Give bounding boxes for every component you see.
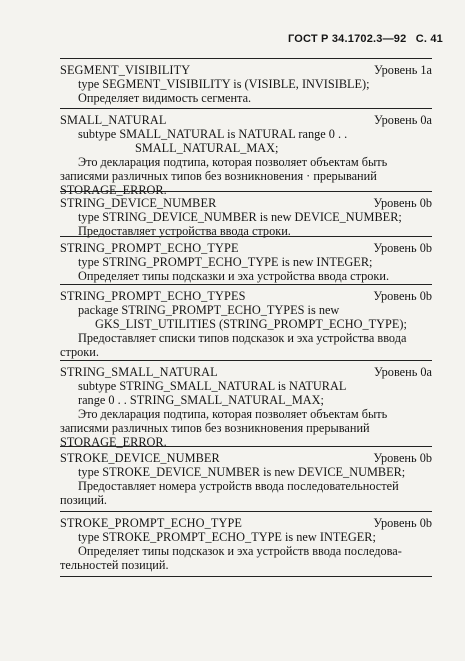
code-line: subtype STRING_SMALL_NATURAL is NATURAL xyxy=(78,379,347,393)
description-line: Предоставляет списки типов подсказок и эха устройства ввода xyxy=(78,331,407,345)
description-line: STORAGE_ERROR. xyxy=(60,435,167,449)
page-header xyxy=(282,33,443,45)
entry-level: Уровень 0a xyxy=(374,113,432,127)
description-line: Это декларация подтипа, которая позволяет объектам быть xyxy=(78,155,388,169)
description-line: Предоставляет устройства ввода строки. xyxy=(78,224,291,238)
definition-entry xyxy=(60,196,432,238)
code-line: type STRING_PROMPT_ECHO_TYPE is new INTEGER; xyxy=(78,255,373,269)
code-line: GKS_LIST_UTILITIES (STRING_PROMPT_ECHO_TYPE); xyxy=(95,317,407,331)
entry-level: Уровень 0b xyxy=(373,451,432,465)
entry-title: STRING_PROMPT_ECHO_TYPES xyxy=(60,289,246,303)
code-line: range 0 . . STRING_SMALL_NATURAL_MAX; xyxy=(78,393,324,407)
definition-entry xyxy=(60,241,432,283)
description-line: Предоставляет номера устройств ввода последовательностей xyxy=(78,479,399,493)
entry-title: STRING_DEVICE_NUMBER xyxy=(60,196,217,210)
entry-title: SEGMENT_VISIBILITY xyxy=(60,63,191,77)
entry-level: Уровень 0b xyxy=(373,516,432,530)
definition-entry xyxy=(60,451,432,507)
bottom-rule xyxy=(60,576,432,577)
code-line: package STRING_PROMPT_ECHO_TYPES is new xyxy=(78,303,340,317)
description-line: записями различных типов без возникновения прерываний xyxy=(60,421,370,435)
code-line: type STROKE_PROMPT_ECHO_TYPE is new INTEGER; xyxy=(78,530,376,544)
separator-rule xyxy=(60,446,432,447)
description-line: STORAGE_ERROR. xyxy=(60,183,167,197)
entry-title: STRING_SMALL_NATURAL xyxy=(60,365,218,379)
entry-level: Уровень 0a xyxy=(374,365,432,379)
description-line: Это декларация подтипа, которая позволяет объектам быть xyxy=(78,407,388,421)
description-line: строки. xyxy=(60,345,99,359)
entry-title: STROKE_PROMPT_ECHO_TYPE xyxy=(60,516,242,530)
definition-entry xyxy=(60,516,432,572)
entry-level: Уровень 1a xyxy=(374,63,432,77)
separator-rule xyxy=(60,360,432,361)
description-line: тельностей позиций. xyxy=(60,558,169,572)
description-line: Определяет типы подсказки и эха устройства ввода строки. xyxy=(78,269,390,283)
definition-entry xyxy=(60,365,432,449)
code-line: subtype SMALL_NATURAL is NATURAL range 0 . . xyxy=(78,127,348,141)
page-number: С. 41 xyxy=(415,33,443,45)
description-line: Определяет видимость сегмента. xyxy=(78,91,252,105)
description-line: Определяет типы подсказок и эха устройств ввода последова- xyxy=(78,544,402,558)
separator-rule xyxy=(60,108,432,109)
code-line: type SEGMENT_VISIBILITY is (VISIBLE, INVISIBLE); xyxy=(78,77,370,91)
entry-title: STRING_PROMPT_ECHO_TYPE xyxy=(60,241,239,255)
entry-title: STROKE_DEVICE_NUMBER xyxy=(60,451,220,465)
separator-rule xyxy=(60,191,432,192)
separator-rule xyxy=(60,58,432,59)
entry-level: Уровень 0b xyxy=(373,241,432,255)
standard-designation: ГОСТ Р 34.1702.3—92 xyxy=(287,33,407,45)
code-line: type STRING_DEVICE_NUMBER is new DEVICE_NUMBER; xyxy=(78,210,402,224)
entry-level: Уровень 0b xyxy=(373,196,432,210)
entry-level: Уровень 0b xyxy=(373,289,432,303)
separator-rule xyxy=(60,284,432,285)
code-line: SMALL_NATURAL_MAX; xyxy=(135,141,279,155)
definition-entry xyxy=(60,63,432,105)
definition-entry xyxy=(60,289,432,359)
code-line: type STROKE_DEVICE_NUMBER is new DEVICE_NUMBER; xyxy=(78,465,406,479)
separator-rule xyxy=(60,511,432,512)
separator-rule xyxy=(60,236,432,237)
description-line: записями различных типов без возникновения · прерываний xyxy=(60,169,377,183)
description-line: позиций. xyxy=(60,493,107,507)
entry-title: SMALL_NATURAL xyxy=(60,113,167,127)
definition-entry xyxy=(60,113,432,197)
